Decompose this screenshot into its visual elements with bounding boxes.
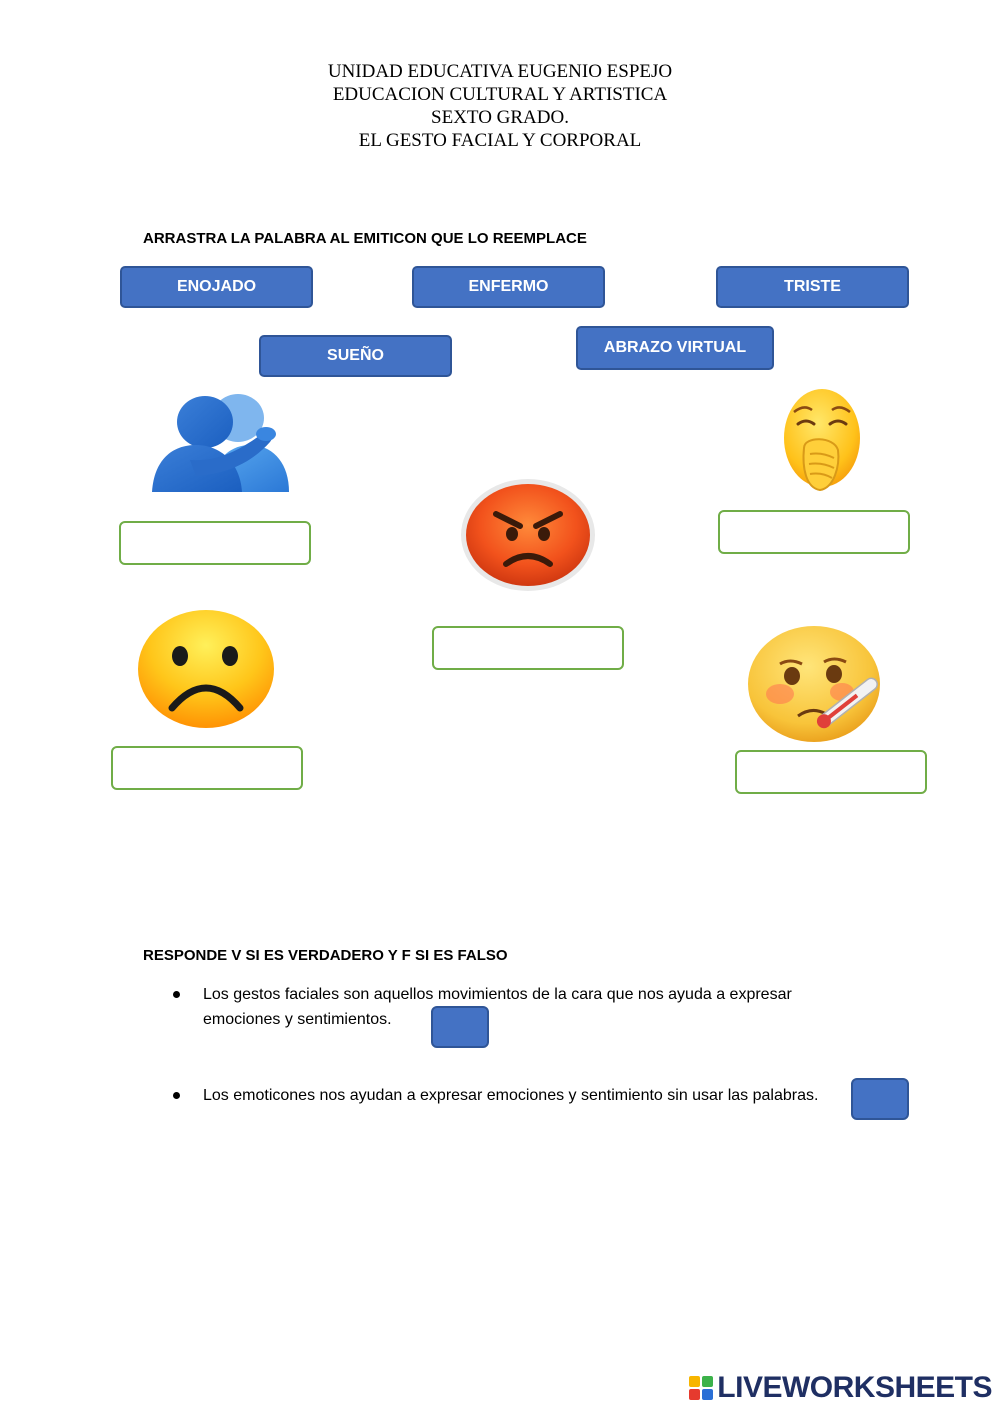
drop-box-sad[interactable] [111,746,303,790]
topic-title: EL GESTO FACIAL Y CORPORAL [358,130,642,151]
chip-abrazo-virtual[interactable]: ABRAZO VIRTUAL [576,326,774,370]
worksheet-header [0,60,1000,152]
school-name: UNIDAD EDUCATIVA EUGENIO ESPEJO [327,61,673,82]
statement-2 [173,1083,853,1109]
hug-icon [150,390,292,495]
subject-name: EDUCACION CULTURAL Y ARTISTICA [332,84,668,105]
chip-triste[interactable]: TRISTE [716,266,909,308]
drop-box-hug[interactable] [119,521,311,565]
statement-1 [173,982,873,1034]
chip-sueno[interactable]: SUEÑO [259,335,452,377]
bullet-icon [173,1092,180,1099]
liveworksheets-logo [689,1371,992,1405]
answer-box-1[interactable] [431,1006,489,1048]
grade-name: SEXTO GRADO. [431,107,569,128]
brand-name: LIVEWORKSHEETS [717,1371,992,1404]
sick-thermometer-face-icon [746,624,886,744]
yawning-face-icon [782,388,862,492]
chip-enfermo[interactable]: ENFERMO [412,266,605,308]
liveworksheets-mark-icon [689,1376,713,1400]
drop-box-sick[interactable] [735,750,927,794]
sad-face-icon [136,608,276,730]
drop-box-yawn[interactable] [718,510,910,554]
answer-box-2[interactable] [851,1078,909,1120]
angry-face-icon [460,478,596,593]
statement-1-line1: Los gestos faciales son aquellos movimientos de la cara que nos ayuda a expresar [203,986,792,1003]
statement-1-line2: emociones y sentimientos. [203,1011,392,1028]
truefalse-instruction: RESPONDE V SI ES VERDADERO Y F SI ES FALSO [143,947,508,964]
drop-box-angry[interactable] [432,626,624,670]
chip-enojado[interactable]: ENOJADO [120,266,313,308]
drag-instruction: ARRASTRA LA PALABRA AL EMITICON QUE LO REEMPLACE [143,230,587,247]
bullet-icon [173,991,180,998]
statement-2-line1: Los emoticones nos ayudan a expresar emociones y sentimiento sin usar las palabras. [203,1087,819,1104]
